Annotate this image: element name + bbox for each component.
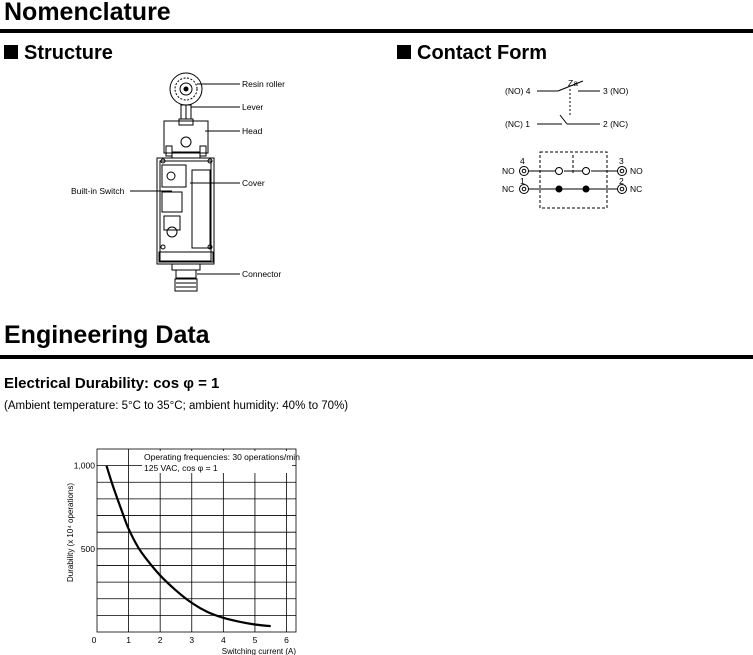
label-nc-left: NC xyxy=(502,184,515,194)
durability-condition: (Ambient temperature: 5°C to 35°C; ambient humidity: 40% to 70%) xyxy=(4,400,349,412)
label-lever: Lever xyxy=(242,102,264,112)
durability-curve xyxy=(106,466,270,627)
chart-xtick-label: 4 xyxy=(220,635,226,645)
heading-square-icon xyxy=(397,45,411,59)
nc-contact-dot xyxy=(556,186,563,193)
contact-form-heading xyxy=(397,42,547,65)
durability-chart xyxy=(60,420,320,655)
terminal-4: 4 xyxy=(520,156,525,166)
structure-heading xyxy=(4,42,113,65)
chart-annotation-frequency: Operating frequencies: 30 operations/min xyxy=(144,452,300,462)
section-title-nomenclature: Nomenclature xyxy=(4,0,171,26)
chart-frame xyxy=(97,449,296,632)
label-no-left: NO xyxy=(502,166,515,176)
chart-xtick-label: 6 xyxy=(284,635,289,645)
chart-xtick-label: 3 xyxy=(189,635,195,645)
label-head: Head xyxy=(242,126,263,136)
label-no4: (NO) 4 xyxy=(505,86,531,96)
structure-drawing xyxy=(60,66,320,296)
terminal-1: 1 xyxy=(520,176,525,186)
label-za: Za xyxy=(568,78,578,88)
chart-ylabel: Durability (x 10⁴ operations) xyxy=(66,482,75,583)
label-builtin-switch: Built-in Switch xyxy=(71,186,125,196)
structure-title: Structure xyxy=(24,42,113,64)
label-resin-roller: Resin roller xyxy=(242,79,285,89)
chart-xtick-label: 0 xyxy=(91,635,97,645)
durability-title: Electrical Durability: cos φ = 1 xyxy=(4,375,220,392)
label-no-right: NO xyxy=(630,166,643,176)
label-connector: Connector xyxy=(242,269,282,279)
nc-contact-dot xyxy=(583,186,590,193)
label-cover: Cover xyxy=(242,178,265,188)
chart-xlabel: Switching current (A) xyxy=(221,647,296,655)
section-rule xyxy=(0,355,753,359)
section-title-engineering: Engineering Data xyxy=(4,321,210,349)
chart-xtick-label: 2 xyxy=(157,635,163,645)
label-nc-right: NC xyxy=(630,184,643,194)
chart-ytick-label: 1,000 xyxy=(73,460,95,471)
label-nc2: 2 (NC) xyxy=(603,119,629,129)
connector-shape xyxy=(176,270,196,278)
chart-xtick-label: 1 xyxy=(126,635,131,645)
contact-form-diagram xyxy=(490,75,660,215)
contact-form-title: Contact Form xyxy=(417,42,547,64)
terminal-3: 3 xyxy=(619,156,624,166)
section-rule xyxy=(0,29,753,33)
label-nc1: (NC) 1 xyxy=(505,119,531,129)
heading-square-icon xyxy=(4,45,18,59)
terminal-2: 2 xyxy=(619,176,624,186)
chart-annotation-voltage: 125 VAC, cos φ = 1 xyxy=(144,463,218,473)
chart-xtick-label: 5 xyxy=(252,635,258,645)
chart-ytick-label: 500 xyxy=(80,543,95,554)
label-no3: 3 (NO) xyxy=(603,86,629,96)
